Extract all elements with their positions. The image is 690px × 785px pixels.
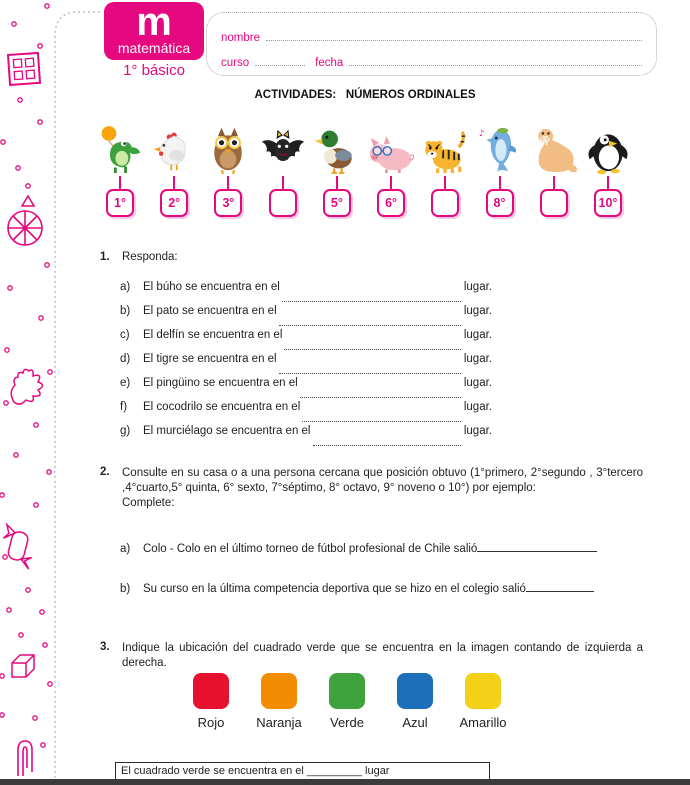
paperclip-doodle-icon (18, 741, 32, 776)
connector-line (607, 176, 609, 189)
item-text: El pingüino se encuentra en el (143, 377, 298, 389)
q1-item-d (120, 353, 492, 377)
item-suffix: lugar. (463, 329, 492, 341)
connector-line (553, 176, 555, 189)
tiger-icon (422, 124, 468, 176)
item-letter: f) (120, 401, 128, 413)
color-label: Verde (330, 715, 364, 730)
answer-blank-line[interactable] (477, 540, 597, 552)
color-label: Azul (402, 715, 428, 730)
ordinal-box-10°: 10° (594, 189, 622, 217)
q1-number: 1. (100, 251, 110, 263)
margin-doodles (0, 0, 60, 785)
color-label: Rojo (197, 715, 225, 730)
walrus-icon (531, 124, 577, 176)
item-text: El pato se encuentra en el (143, 305, 277, 317)
q1-item-f (120, 401, 492, 425)
ordinal-box-blank[interactable] (540, 189, 568, 217)
q1-item-c (120, 329, 492, 353)
q1-item-b (120, 305, 492, 329)
item-text: El búho se encuentra en el (143, 281, 280, 293)
ordinal-box-blank[interactable] (269, 189, 297, 217)
q1-item-a (120, 281, 492, 305)
q3-text: Indique la ubicación del cuadrado verde que se encuentra en la imagen contando de izquierda a derecha. (122, 642, 643, 670)
color-column-azul (397, 673, 433, 730)
color-column-verde (329, 673, 365, 730)
connector-line (444, 176, 446, 189)
animal-column-bat (259, 124, 307, 217)
footer-text: El cuadrado verde se encuentra en el _________ lugar (121, 765, 390, 777)
student-info-box (206, 12, 657, 76)
fecha-label: fecha (315, 57, 344, 69)
answer-blank-line[interactable] (526, 580, 594, 592)
worksheet-title: ACTIVIDADES: NÚMEROS ORDINALES (254, 89, 476, 101)
pizza-doodle-icon (8, 196, 42, 245)
item-text: Colo - Colo en el último torneo de fútbol profesional de Chile salió (143, 543, 478, 555)
connector-line (119, 176, 121, 189)
ordinal-box-8°: 8° (486, 189, 514, 217)
duck-icon (314, 124, 360, 176)
item-letter: b) (120, 305, 131, 317)
item-suffix: lugar. (463, 425, 492, 437)
bat-icon (260, 124, 306, 176)
q2-block (100, 466, 643, 509)
q1-item-e (120, 377, 492, 401)
ordinal-box-1°: 1° (106, 189, 134, 217)
ordinal-box-2°: 2° (160, 189, 188, 217)
pig-icon (368, 124, 414, 176)
item-suffix: lugar. (463, 401, 492, 413)
ordinal-box-6°: 6° (377, 189, 405, 217)
nombre-input-line[interactable] (266, 28, 642, 41)
animal-column-penguin (584, 124, 632, 217)
connector-line (282, 176, 284, 189)
item-letter: c) (120, 329, 130, 341)
brand-logo (104, 2, 204, 60)
item-letter: e) (120, 377, 131, 389)
crocodile-icon (97, 124, 143, 176)
candy-doodle-icon (0, 525, 38, 570)
dolphin-icon (477, 124, 523, 176)
page-bottom-bar (0, 779, 690, 785)
answer-dotted-line[interactable] (284, 349, 460, 350)
svg-text:♪: ♪ (478, 128, 484, 139)
doodle-dots (0, 4, 52, 747)
answer-dotted-line[interactable] (279, 325, 461, 326)
animals-row (96, 124, 632, 217)
animal-column-dolphin (476, 124, 524, 217)
logo-m-glyph: m (136, 0, 172, 44)
color-column-naranja (256, 673, 302, 730)
color-label: Naranja (256, 715, 302, 730)
q2-complete-label: Complete: (122, 497, 175, 510)
q2-number: 2. (100, 466, 110, 478)
nombre-label: nombre (221, 32, 260, 44)
item-suffix: lugar. (463, 305, 492, 317)
q2-text: Consulte en su casa o a una persona cercana que posición obtuvo (1°primero, 2°segundo , 3°tercero ,4°cuarto,5° quinta, 6° sexto, 7°séptimo, 8° octavo, 9° noveno o 10°) por ejemplo: (122, 467, 643, 495)
q2-item-b (120, 580, 643, 595)
item-suffix: lugar. (463, 353, 492, 365)
grade-label: 1° básico (123, 62, 185, 79)
color-square-verde (329, 673, 365, 709)
answer-dotted-line[interactable] (282, 301, 461, 302)
cube-doodle-icon (12, 655, 34, 677)
item-text: Su curso en la última competencia deportiva que se hizo en el colegio salió (143, 583, 526, 595)
logo-brand-text: matemática (117, 39, 191, 56)
item-suffix: lugar. (463, 377, 492, 389)
answer-dotted-line[interactable] (302, 421, 461, 422)
item-letter: b) (120, 583, 131, 595)
fecha-input-line[interactable] (349, 53, 642, 66)
curso-label: curso (221, 57, 250, 69)
item-text: El delfín se encuentra en el (143, 329, 283, 341)
q2-item-a (120, 540, 643, 555)
animal-column-pig (367, 124, 415, 217)
q3-number: 3. (100, 641, 110, 653)
item-text: El tigre se encuentra en el (143, 353, 277, 365)
penguin-icon (585, 124, 631, 176)
q3-block (100, 641, 643, 671)
window-doodle-icon (8, 53, 40, 85)
item-letter: g) (120, 425, 131, 437)
item-text: El murciélago se encuentra en el (143, 425, 311, 437)
color-column-amarillo (459, 673, 507, 730)
animal-column-owl (204, 124, 252, 217)
connector-line (390, 176, 392, 189)
ordinal-box-3°: 3° (214, 189, 242, 217)
hen-icon (151, 124, 197, 176)
color-column-rojo (193, 673, 229, 730)
item-text: El cocodrilo se encuentra en el (143, 401, 301, 413)
color-label: Amarillo (459, 715, 507, 730)
ordinal-box-5°: 5° (323, 189, 351, 217)
item-letter: a) (120, 543, 131, 555)
answer-dotted-line[interactable] (300, 397, 461, 398)
connector-line (336, 176, 338, 189)
curso-input-line[interactable] (255, 53, 305, 66)
item-suffix: lugar. (463, 281, 492, 293)
answer-dotted-line[interactable] (279, 373, 461, 374)
hand-doodle-icon (11, 369, 42, 404)
owl-icon (205, 124, 251, 176)
connector-line (227, 176, 229, 189)
animal-column-tiger (421, 124, 469, 217)
q1-heading (100, 251, 500, 263)
ordinal-box-blank[interactable] (431, 189, 459, 217)
answer-dotted-line[interactable] (313, 445, 461, 446)
q3-squares (193, 673, 507, 730)
item-letter: a) (120, 281, 131, 293)
q1-items (120, 281, 492, 449)
animal-column-crocodile (96, 124, 144, 217)
item-letter: d) (120, 353, 131, 365)
connector-line (173, 176, 175, 189)
q1-item-g (120, 425, 492, 449)
q1-label: Responda: (122, 251, 178, 263)
color-square-amarillo (465, 673, 501, 709)
animal-column-walrus (530, 124, 578, 217)
color-square-azul (397, 673, 433, 709)
color-square-rojo (193, 673, 229, 709)
color-square-naranja (261, 673, 297, 709)
animal-column-hen (150, 124, 198, 217)
q2-items (120, 540, 643, 620)
connector-line (499, 176, 501, 189)
animal-column-duck (313, 124, 361, 217)
